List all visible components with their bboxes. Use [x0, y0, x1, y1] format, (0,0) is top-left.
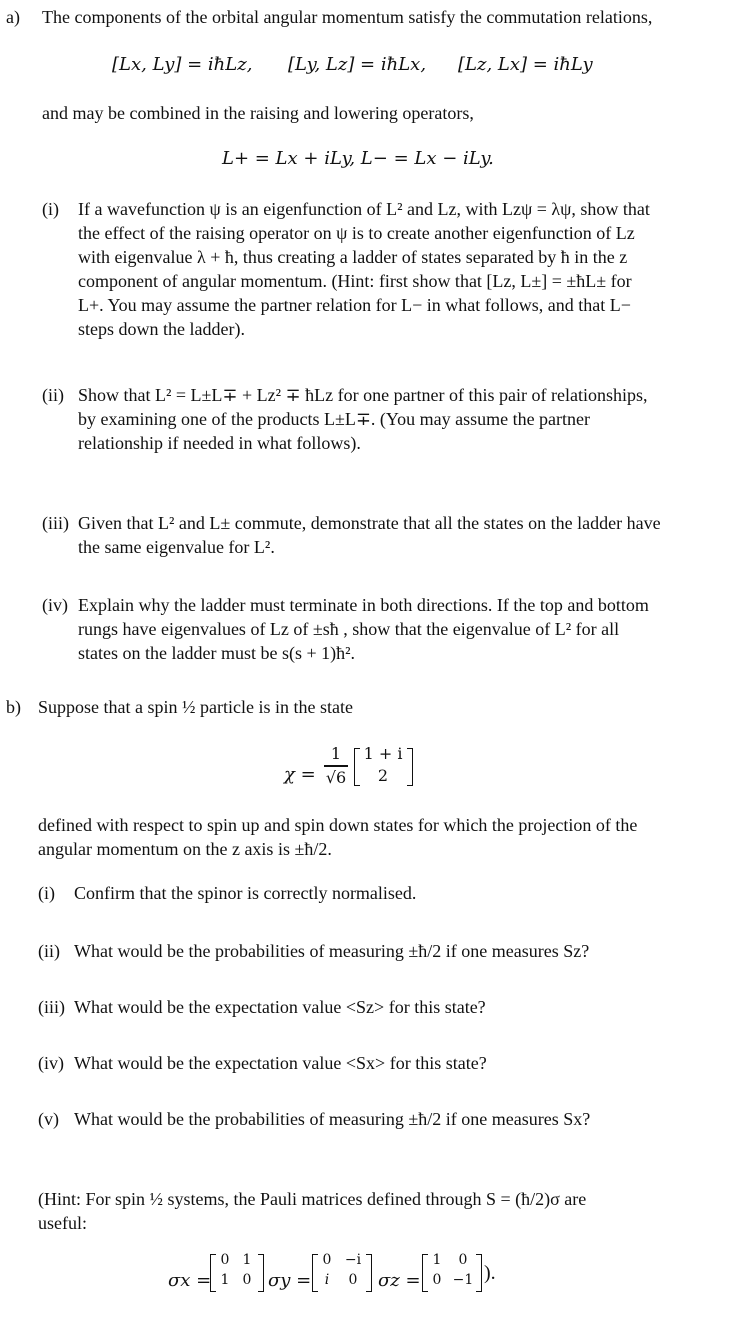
- q-a3-label: (iii): [42, 513, 69, 533]
- q-b1-text: Confirm that the spinor is correctly normalised.: [74, 883, 417, 903]
- q-a3-line: Given that L² and L± commute, demonstrate that all the states on the ladder have: [78, 513, 661, 533]
- fraction-numerator: 1: [330, 744, 342, 763]
- matrix-right-bracket: [366, 1254, 372, 1292]
- matrix-cell: 1: [242, 1252, 252, 1268]
- chi-symbol: χ =: [284, 764, 316, 785]
- part-b-label: b): [6, 697, 21, 717]
- part-b-intro: Suppose that a spin ½ particle is in the state: [38, 697, 353, 717]
- q-a2-label: (ii): [42, 385, 64, 405]
- combine-text: and may be combined in the raising and lowering operators,: [42, 103, 474, 123]
- q-a4-line: rungs have eigenvalues of Lz of ±sħ , show that the eigenvalue of L² for all: [78, 619, 620, 639]
- matrix-cell: −i: [344, 1252, 362, 1268]
- matrix-right-bracket: [258, 1254, 264, 1292]
- matrix-cell: 1: [220, 1272, 230, 1288]
- ladder-operators: L+ = Lx + iLy, L− = Lx − iLy.: [222, 148, 494, 169]
- hint-line: useful:: [38, 1213, 87, 1233]
- matrix-cell: 0: [322, 1252, 332, 1268]
- q-a2-line: by examining one of the products L±L∓. (You may assume the partner: [78, 409, 591, 429]
- q-b4-label: (iv): [38, 1053, 64, 1073]
- commutator-xy: [Lx, Ly] = iħLz,: [112, 54, 253, 75]
- spinor-upper: 1 + i: [363, 744, 403, 763]
- matrix-cell: 1: [432, 1252, 442, 1268]
- sigma-z-label: σz =: [378, 1270, 421, 1291]
- part-a-label: a): [6, 7, 20, 27]
- q-a4-line: Explain why the ladder must terminate in both directions. If the top and bottom: [78, 595, 649, 615]
- q-b2-label: (ii): [38, 941, 60, 961]
- part-a-intro: The components of the orbital angular momentum satisfy the commutation relations,: [42, 7, 653, 27]
- q-a1-line: If a wavefunction ψ is an eigenfunction of L² and Lz, with Lzψ = λψ, show that: [78, 199, 650, 219]
- q-b5-label: (v): [38, 1109, 59, 1129]
- q-a1-line: with eigenvalue λ + ħ, thus creating a ladder of states separated by ħ in the z: [78, 247, 628, 267]
- q-a1-label: (i): [42, 199, 59, 219]
- q-b5-text: What would be the probabilities of measuring ±ħ/2 if one measures Sx?: [74, 1109, 591, 1129]
- defined-line: defined with respect to spin up and spin down states for which the projection of the: [38, 815, 638, 835]
- q-a3-line: the same eigenvalue for L².: [78, 537, 275, 557]
- spinor-right-bracket: [407, 748, 413, 786]
- spinor-lower: 2: [377, 766, 389, 785]
- q-b3-text: What would be the expectation value <Sz> for this state?: [74, 997, 486, 1017]
- q-a2-line: relationship if needed in what follows).: [78, 433, 361, 453]
- q-a2-line: Show that L² = L±L∓ + Lz² ∓ ħLz for one partner of this pair of relationships,: [78, 385, 648, 405]
- matrix-cell: 0: [432, 1272, 442, 1288]
- q-a1-line: the effect of the raising operator on ψ is to create another eigenfunction of Lz: [78, 223, 635, 243]
- matrix-cell: 0: [242, 1272, 252, 1288]
- commutator-zx: [Lz, Lx] = iħLy: [458, 54, 593, 75]
- matrix-right-bracket: [476, 1254, 482, 1292]
- matrix-cell: 0: [348, 1272, 358, 1288]
- matrix-cell: 0: [458, 1252, 468, 1268]
- pauli-closing: ).: [484, 1262, 496, 1284]
- q-a1-line: steps down the ladder).: [78, 319, 245, 339]
- q-a1-line: component of angular momentum. (Hint: first show that [Lz, L±] = ±ħL± for: [78, 271, 632, 291]
- q-a4-label: (iv): [42, 595, 68, 615]
- matrix-cell: −1: [452, 1272, 474, 1288]
- q-b2-text: What would be the probabilities of measuring ±ħ/2 if one measures Sz?: [74, 941, 590, 961]
- sigma-y-label: σy =: [268, 1270, 312, 1291]
- fraction-bar: [324, 765, 348, 767]
- matrix-cell: i: [324, 1272, 330, 1288]
- q-b1-label: (i): [38, 883, 55, 903]
- sigma-x-label: σx =: [168, 1270, 212, 1291]
- hint-line: (Hint: For spin ½ systems, the Pauli matrices defined through S = (ħ/2)σ are: [38, 1189, 587, 1209]
- q-a4-line: states on the ladder must be s(s + 1)ħ².: [78, 643, 355, 663]
- q-b4-text: What would be the expectation value <Sx> for this state?: [74, 1053, 487, 1073]
- q-a1-line: L+. You may assume the partner relation for L− in what follows, and that L−: [78, 295, 631, 315]
- q-b3-label: (iii): [38, 997, 65, 1017]
- defined-line: angular momentum on the z axis is ±ħ/2.: [38, 839, 332, 859]
- matrix-cell: 0: [220, 1252, 230, 1268]
- commutator-yz: [Ly, Lz] = iħLx,: [288, 54, 427, 75]
- fraction-denominator: √6: [325, 768, 347, 787]
